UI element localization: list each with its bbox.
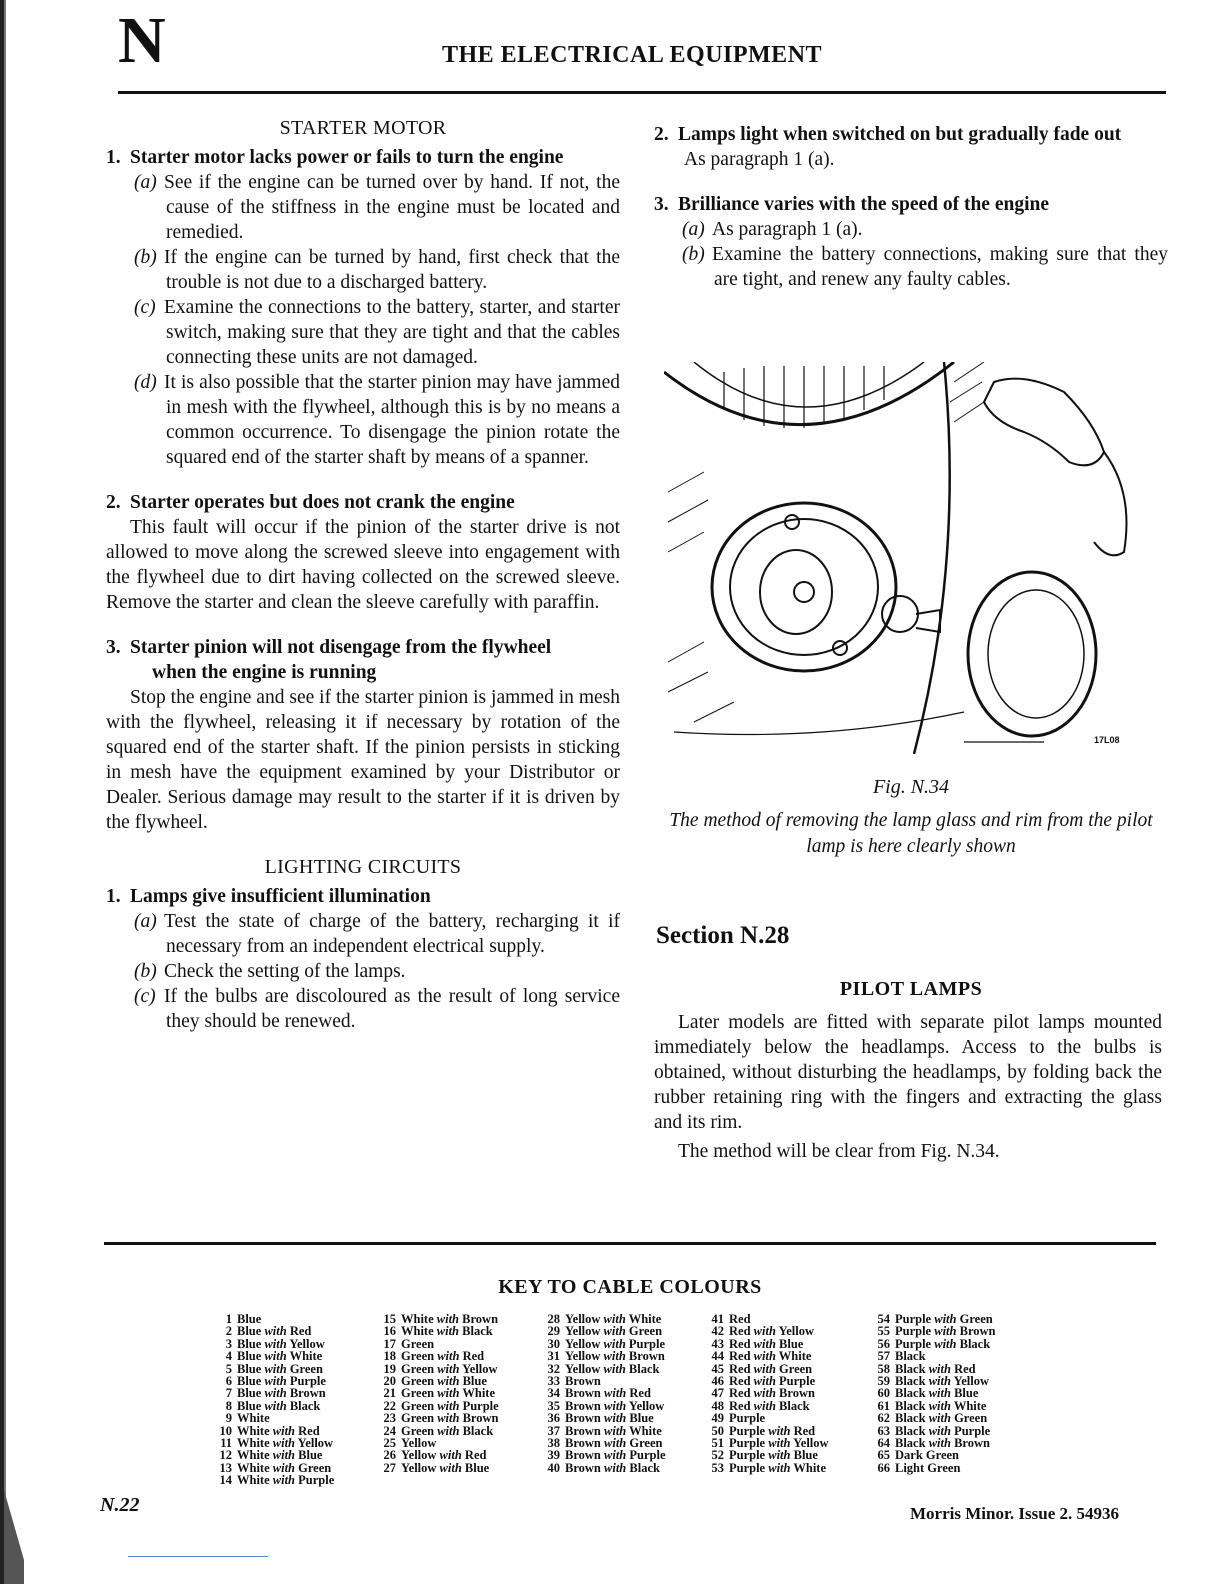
- cable-key-number: 53: [711, 1460, 724, 1475]
- cable-key-number: 22: [383, 1398, 396, 1413]
- starter-q1-item-c: (c) Examine the connections to the battery, starter, and starter switch, making sure that they are tight and that the cables connecting these units are not damaged.: [134, 297, 620, 368]
- cable-key-number: 42: [711, 1324, 724, 1339]
- cable-key-colour: Green with White: [401, 1386, 496, 1401]
- cable-key-colour: Brown: [565, 1373, 601, 1388]
- cable-key-number: 24: [383, 1423, 396, 1438]
- cable-key-colour: Yellow: [401, 1435, 437, 1450]
- cable-key-number: 21: [383, 1386, 396, 1401]
- cable-key-number: 37: [547, 1423, 560, 1438]
- left-column: [106, 116, 620, 1034]
- cable-key-colour: Blue: [237, 1312, 262, 1326]
- cable-key-number: 1: [225, 1312, 232, 1326]
- cable-key-colour: Purple: [729, 1411, 766, 1426]
- cable-key-colour: Yellow with Green: [565, 1324, 663, 1339]
- cable-key-colour: Red with White: [729, 1349, 812, 1364]
- cable-key-number: 65: [877, 1448, 890, 1463]
- cable-key-number: 46: [711, 1373, 724, 1388]
- cable-key-number: 55: [877, 1324, 890, 1339]
- lighting-q1-title: 1. Lamps give insufficient illumination: [106, 886, 431, 907]
- cable-key-colour: Green with Blue: [401, 1373, 487, 1388]
- cable-key-entry: [376, 1462, 499, 1474]
- lighting-q1-item-c: (c) If the bulbs are discoloured as the result of long service they should be renewed.: [134, 986, 620, 1032]
- cable-key-colour: White with Green: [237, 1460, 332, 1475]
- cable-key-colour: Green with Purple: [401, 1398, 499, 1413]
- cable-key-colour: White: [237, 1411, 270, 1426]
- cable-key-number: 63: [877, 1423, 890, 1438]
- cable-key-number: 10: [219, 1423, 232, 1438]
- starter-q1-item-a: (a) See if the engine can be turned over by hand. If not, the cause of the stiffness in the engine must be located and remedied.: [134, 172, 620, 243]
- cable-key-colour: Blue with Yellow: [237, 1336, 325, 1351]
- cable-key-colour: Brown with Green: [565, 1435, 663, 1450]
- cable-key-number: 6: [225, 1373, 232, 1388]
- cable-key-colour: Black with Purple: [895, 1423, 991, 1438]
- cable-key-number: 2: [225, 1324, 232, 1339]
- cable-key-colour: Light Green: [895, 1460, 961, 1475]
- cable-key-number: 34: [547, 1386, 560, 1401]
- cable-key-number: 11: [220, 1435, 232, 1450]
- figure-ref-code: 17L08: [1094, 735, 1120, 745]
- cable-key-colour: Yellow with Black: [565, 1361, 660, 1376]
- cable-key-number: 35: [547, 1398, 560, 1413]
- cable-key-number: 58: [877, 1361, 890, 1376]
- cable-key-number: 52: [711, 1448, 724, 1463]
- cable-key-colour: White with Blue: [237, 1448, 323, 1463]
- cable-key-number: 61: [877, 1398, 890, 1413]
- starter-q1-title: 1. Starter motor lacks power or fails to turn the engine: [106, 147, 564, 168]
- cable-key-number: 13: [219, 1460, 232, 1475]
- figure-caption: The method of removing the lamp glass and rim from the pilot lamp is here clearly shown: [669, 810, 1153, 857]
- cable-key-colour: Purple with Brown: [895, 1324, 996, 1339]
- cable-key-entry: [212, 1474, 334, 1486]
- cable-key-number: 3: [225, 1336, 232, 1351]
- cable-key-number: 36: [547, 1411, 560, 1426]
- cable-key-colour: Brown with Black: [565, 1460, 660, 1475]
- cable-key-colour: Red with Black: [729, 1398, 810, 1413]
- cable-key-colour: Brown with Yellow: [565, 1398, 665, 1413]
- cable-key-entry: [870, 1462, 996, 1474]
- cable-key-number: 59: [877, 1373, 890, 1388]
- cable-key-colour: White with Red: [237, 1423, 320, 1438]
- cable-key-number: 64: [877, 1435, 890, 1450]
- cable-key-number: 62: [877, 1411, 890, 1426]
- cable-key-number: 18: [383, 1349, 396, 1364]
- starter-q3-title-cont: when the engine is running: [152, 662, 377, 683]
- cable-key-number: 43: [711, 1336, 724, 1351]
- cable-key-colour: White with Purple: [237, 1473, 335, 1488]
- cable-key-number: 26: [383, 1448, 396, 1463]
- cable-key-colour: Brown with White: [565, 1423, 662, 1438]
- cable-key-colour: Red with Blue: [729, 1336, 804, 1351]
- cable-key-number: 28: [547, 1312, 560, 1326]
- cable-key-number: 50: [711, 1423, 724, 1438]
- lighting-q3-title: 3. Brilliance varies with the speed of the engine: [654, 194, 1050, 215]
- starter-motor-heading: STARTER MOTOR: [279, 117, 447, 139]
- cable-key-number: 44: [711, 1349, 724, 1364]
- cable-key-number: 51: [711, 1435, 724, 1450]
- cable-key-colour: Yellow with Brown: [565, 1349, 665, 1364]
- cable-key-number: 30: [547, 1336, 560, 1351]
- cable-key-column-2: [376, 1313, 499, 1474]
- cable-key-colour: Red with Brown: [729, 1386, 815, 1401]
- cable-key-number: 31: [547, 1349, 560, 1364]
- cable-key-colour: Black with Yellow: [895, 1373, 990, 1388]
- cable-key-number: 7: [225, 1386, 232, 1401]
- scan-link-underline: [128, 1556, 268, 1557]
- cable-key-colour: Dark Green: [895, 1448, 959, 1463]
- pilot-lamp-illustration: [664, 362, 1144, 754]
- cable-key-number: 15: [383, 1312, 396, 1326]
- cable-key-number: 60: [877, 1386, 890, 1401]
- starter-q3-text: Stop the engine and see if the starter pinion is jammed in mesh with the flywheel, releasing it if necessary by rotation of the squared end of the starter shaft. If the pinion persists in sticking in mesh have the equipment examined by your Distributor or Dealer. Serious damage may result to the starter if it is driven by the flywheel.: [106, 687, 620, 833]
- cable-key-colour: Purple with Green: [895, 1312, 993, 1326]
- lighting-q1-item-b: (b) Check the setting of the lamps.: [134, 961, 406, 982]
- cable-key-colour: Green with Black: [401, 1423, 494, 1438]
- cable-key-colour: Blue with Green: [237, 1361, 323, 1376]
- cable-key-number: 19: [383, 1361, 396, 1376]
- cable-key-column-1: [212, 1313, 334, 1486]
- cable-key-colour: Red: [729, 1312, 751, 1326]
- cable-key-colour: Black with Red: [895, 1361, 976, 1376]
- lighting-q3-item-a: (a) As paragraph 1 (a).: [682, 219, 863, 240]
- cable-key-number: 47: [711, 1386, 724, 1401]
- section-title: Section N.28: [656, 922, 790, 949]
- lighting-circuits-heading: LIGHTING CIRCUITS: [264, 856, 462, 878]
- pilot-lamps-heading: PILOT LAMPS: [839, 978, 983, 1000]
- cable-key-number: 41: [711, 1312, 724, 1326]
- cable-key-colour: Brown with Blue: [565, 1411, 654, 1426]
- cable-key-colour: Black with White: [895, 1398, 987, 1413]
- cable-key-number: 5: [225, 1361, 232, 1376]
- key-rule: [104, 1242, 1156, 1245]
- cable-key-number: 56: [877, 1336, 890, 1351]
- starter-q2-text: This fault will occur if the pinion of the starter drive is not allowed to move along the screwed sleeve into engagement with the flywheel due to dirt having collected on the screwed sleeve. Remove the starter and clean the sleeve carefully with paraffin.: [106, 517, 620, 613]
- starter-q1-item-d: (d) It is also possible that the starter pinion may have jammed in mesh with the flywheel, although this is by no means a common occurrence. To disengage the pinion rotate the squared end of the starter shaft by means of a spanner.: [134, 372, 620, 468]
- lighting-q3-item-b: (b) Examine the battery connections, making sure that they are tight, and renew any faulty cables.: [682, 244, 1168, 290]
- cable-key-number: 40: [547, 1460, 560, 1475]
- starter-q2-title: 2. Starter operates but does not crank the engine: [106, 492, 515, 513]
- cable-key-colour: Green with Yellow: [401, 1361, 498, 1376]
- cable-key-colour: Green: [401, 1336, 435, 1351]
- cable-key-colour: Purple with Blue: [729, 1448, 818, 1463]
- cable-key-number: 45: [711, 1361, 724, 1376]
- figure-number: Fig. N.34: [872, 776, 950, 798]
- cable-key-colour: Yellow with Purple: [565, 1336, 666, 1351]
- cable-key-colour: Red with Yellow: [729, 1324, 814, 1339]
- lighting-q2-text: As paragraph 1 (a).: [684, 149, 835, 170]
- section-letter: N: [118, 4, 165, 77]
- cable-key-entry: [540, 1462, 666, 1474]
- cable-key-colour: Blue with White: [237, 1349, 323, 1364]
- cable-key-colour: White with Black: [401, 1324, 493, 1339]
- cable-key-number: 66: [877, 1460, 890, 1475]
- starter-q1-item-b: (b) If the engine can be turned by hand, first check that the trouble is not due to a discharged battery.: [134, 247, 620, 293]
- cable-key-number: 49: [711, 1411, 724, 1426]
- cable-key-colour: Black with Blue: [895, 1386, 979, 1401]
- cable-key-colour: White with Yellow: [237, 1435, 334, 1450]
- cable-key-colour: Brown with Red: [565, 1386, 651, 1401]
- cable-key-colour: Brown with Purple: [565, 1448, 666, 1463]
- cable-key-colour: Purple with White: [729, 1460, 827, 1475]
- cable-key-entry: [704, 1462, 829, 1474]
- cable-key-number: 16: [383, 1324, 396, 1339]
- cable-key-number: 4: [225, 1349, 232, 1364]
- cable-key-number: 23: [383, 1411, 396, 1426]
- cable-key-number: 48: [711, 1398, 724, 1413]
- cable-key-column-4: [704, 1313, 829, 1474]
- scan-edge-shadow: [0, 0, 24, 1584]
- cable-key-colour: Green with Brown: [401, 1411, 499, 1426]
- cable-key-colour: Green with Red: [401, 1349, 485, 1364]
- cable-key-colour: Blue with Brown: [237, 1386, 326, 1401]
- cable-key-colour: Purple with Red: [729, 1423, 816, 1438]
- cable-key-entry: [376, 1325, 499, 1337]
- cable-key-number: 54: [877, 1312, 890, 1326]
- cable-key-colour: Purple with Black: [895, 1336, 991, 1351]
- cable-key-colour: Black with Green: [895, 1411, 988, 1426]
- pilot-lamps-para-1: Later models are fitted with separate pilot lamps mounted immediately below the headlamps. Access to the bulbs is obtained, without disturbing the headlamps, by folding back the rubber retaining ring with the fingers and extracting the glass and its rim.: [654, 1012, 1162, 1133]
- cable-key-number: 57: [877, 1349, 890, 1364]
- pilot-lamps-para-2: The method will be clear from Fig. N.34.: [678, 1141, 1000, 1162]
- cable-key-number: 8: [225, 1398, 232, 1413]
- cable-key-number: 39: [547, 1448, 560, 1463]
- lighting-q1-item-a: (a) Test the state of charge of the battery, recharging it if necessary from an independent electrical supply.: [134, 911, 620, 957]
- publication-info: Morris Minor. Issue 2. 54936: [910, 1504, 1120, 1523]
- right-column: [654, 122, 1168, 292]
- cable-key-colour: Yellow with White: [565, 1312, 662, 1326]
- cable-key-number: 27: [383, 1460, 396, 1475]
- cable-key-number: 38: [547, 1435, 560, 1450]
- cable-key-number: 25: [383, 1435, 396, 1450]
- cable-key-colour: Purple with Yellow: [729, 1435, 829, 1450]
- cable-key-colour: Red with Purple: [729, 1373, 816, 1388]
- page-number: N.22: [100, 1494, 140, 1516]
- cable-key-number: 17: [383, 1336, 396, 1351]
- cable-key-number: 14: [219, 1473, 232, 1488]
- cable-key-number: 9: [225, 1411, 232, 1426]
- cable-key-colour: Yellow with Red: [401, 1448, 487, 1463]
- page-title: THE ELECTRICAL EQUIPMENT: [441, 42, 823, 68]
- cable-key-number: 20: [383, 1373, 396, 1388]
- cable-key-title: KEY TO CABLE COLOURS: [498, 1276, 762, 1298]
- cable-key-number: 29: [547, 1324, 560, 1339]
- pilot-lamps-text: [654, 1010, 1162, 1164]
- cable-key-colour: Black with Brown: [895, 1435, 990, 1450]
- header-rule: [118, 91, 1166, 94]
- cable-key-colour: White with Brown: [401, 1312, 499, 1326]
- cable-key-colour: Blue with Purple: [237, 1373, 326, 1388]
- cable-key-column-3: [540, 1313, 666, 1474]
- cable-key-number: 32: [547, 1361, 560, 1376]
- cable-key-colour: Black: [895, 1349, 926, 1364]
- cable-key-colour: Blue with Red: [237, 1324, 312, 1339]
- cable-key-number: 33: [547, 1373, 560, 1388]
- cable-key-colour: Yellow with Blue: [401, 1460, 490, 1475]
- starter-q3-title: 3. Starter pinion will not disengage from the flywheel: [106, 637, 552, 658]
- cable-key-column-5: [870, 1313, 996, 1474]
- cable-key-colour: Red with Green: [729, 1361, 813, 1376]
- cable-key-colour: Blue with Black: [237, 1398, 321, 1413]
- lighting-q2-title: 2. Lamps light when switched on but gradually fade out: [654, 124, 1122, 145]
- cable-key-number: 12: [219, 1448, 232, 1463]
